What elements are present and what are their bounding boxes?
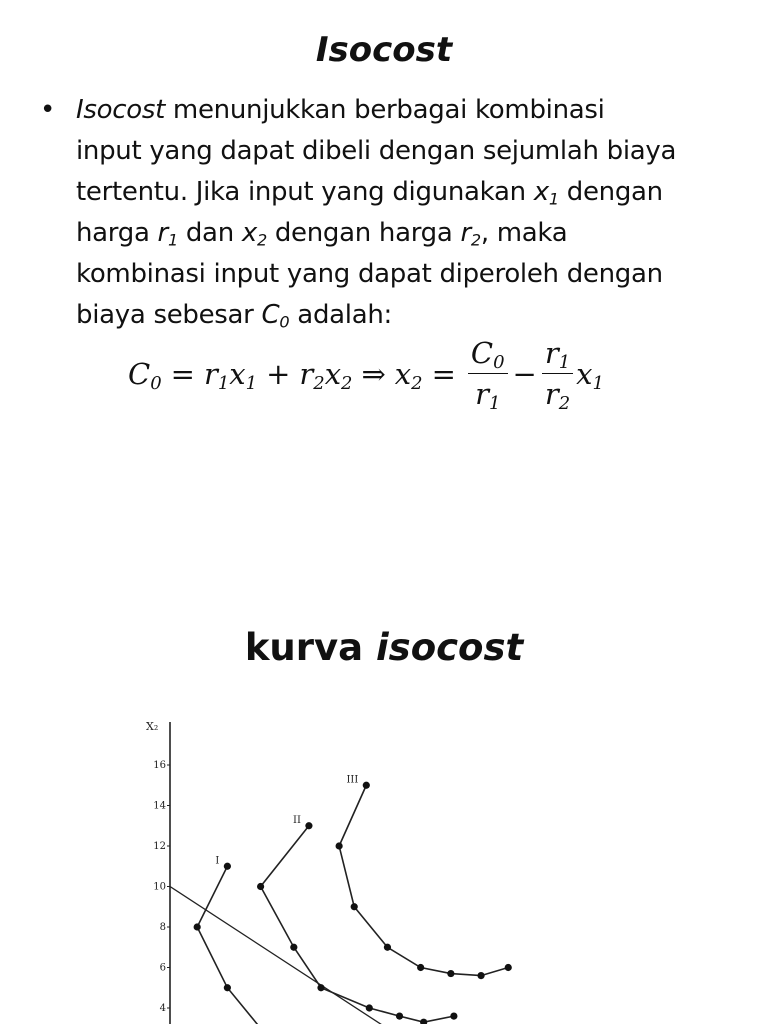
eq-x2: $x_2$ [394,356,423,394]
var-r2: $r_2$ [460,218,481,250]
eq-x1: $x_1$ [576,356,604,394]
chart-title-italic: isocost [375,626,524,669]
point-I-1 [194,923,201,930]
slide-title: Isocost [315,30,453,70]
text-line-4-pre: harga [76,218,158,248]
text-line-4-mid: dengan harga [266,218,461,248]
text-line-4-dan: dan [177,218,242,248]
text-line-3-post: dengan [558,177,663,207]
text-line-3 [76,172,740,213]
eq-frac1-numerator: $C_0$ [468,336,508,374]
var-x2: $x_2$ [241,218,267,250]
point-II-6 [420,1019,427,1024]
point-II-5 [396,1013,403,1020]
eq-minus: − [512,356,537,391]
text-line-6-pre: biaya sebesar [76,300,262,330]
eq-r1x1: $r_1x_1$ [203,356,258,394]
text-line-6 [76,295,740,336]
text-line-1 [76,90,740,131]
eq-fraction-c0-r1 [468,336,508,415]
y-axis-label: X₂ [146,720,159,733]
y-tick-label-10: 10 [153,881,166,893]
eq-fraction-r1-r2 [542,336,573,415]
eq-equals-2: = [431,356,456,391]
text-line-1-rest: menunjukkan berbagai kombinasi [164,95,605,125]
chart-title-normal: kurva [244,626,376,669]
text-line-4-post: , maka [480,218,568,248]
y-tick-label-8: 8 [159,922,166,933]
point-III-0 [363,782,370,789]
eq-frac2-denominator: $r_2$ [544,377,571,415]
point-II-1 [257,883,264,890]
eq-frac2-numerator: $r_1$ [542,336,573,374]
eq-plus: + [266,356,291,391]
point-II-0 [305,822,312,829]
var-c0: $C_0$ [261,300,290,332]
curve-label-I: I [215,855,220,867]
text-line-6-post: adalah: [289,300,392,330]
definition-bullet [40,90,740,336]
text-line-2: input yang dapat dibeli dengan sejumlah biaya [76,136,677,166]
point-III-7 [505,964,512,971]
eq-equals-1: = [170,356,195,391]
curve-label-II: II [293,814,301,826]
point-III-3 [384,944,391,951]
y-tick-label-14: 14 [153,800,166,812]
point-III-1 [336,842,343,849]
var-x1: $x_1$ [533,177,559,209]
point-II-3 [317,984,324,991]
point-I-2 [224,984,231,991]
isocost-line [170,887,400,1024]
point-III-2 [351,903,358,910]
point-II-4 [366,1004,373,1011]
y-tick-label-16: 16 [153,760,166,771]
y-tick-label-12: 12 [153,841,166,852]
text-line-5: kombinasi input yang dapat diperoleh dengan [76,259,663,289]
y-tick-label-4: 4 [159,1003,166,1014]
eq-c0: $C_0$ [128,356,162,394]
bullet-marker: • [40,95,56,125]
point-II-2 [290,944,297,951]
curve-label-III: III [346,774,359,786]
term-isocost: Isocost [76,95,165,125]
isoquant-III [339,785,508,975]
text-line-4 [76,213,740,254]
point-III-5 [447,970,454,977]
point-I-0 [224,863,231,870]
eq-frac1-denominator: $r_1$ [475,377,501,415]
eq-implies: ⇒ [361,356,386,391]
isoquant-II [261,826,454,1022]
y-tick-label-6: 6 [159,962,166,974]
eq-r2x2: $r_2x_2$ [299,356,353,394]
isocost-chart [100,700,520,1024]
isocost-equation [128,336,604,415]
point-III-4 [417,964,424,971]
chart-title [0,626,768,669]
var-r1: $r_1$ [157,218,178,250]
definition-paragraph [76,90,740,336]
isoquant-I [197,866,260,1024]
point-III-6 [477,972,484,979]
point-II-7 [450,1013,457,1020]
text-line-3-pre: tertentu. Jika input yang digunakan [76,177,534,207]
